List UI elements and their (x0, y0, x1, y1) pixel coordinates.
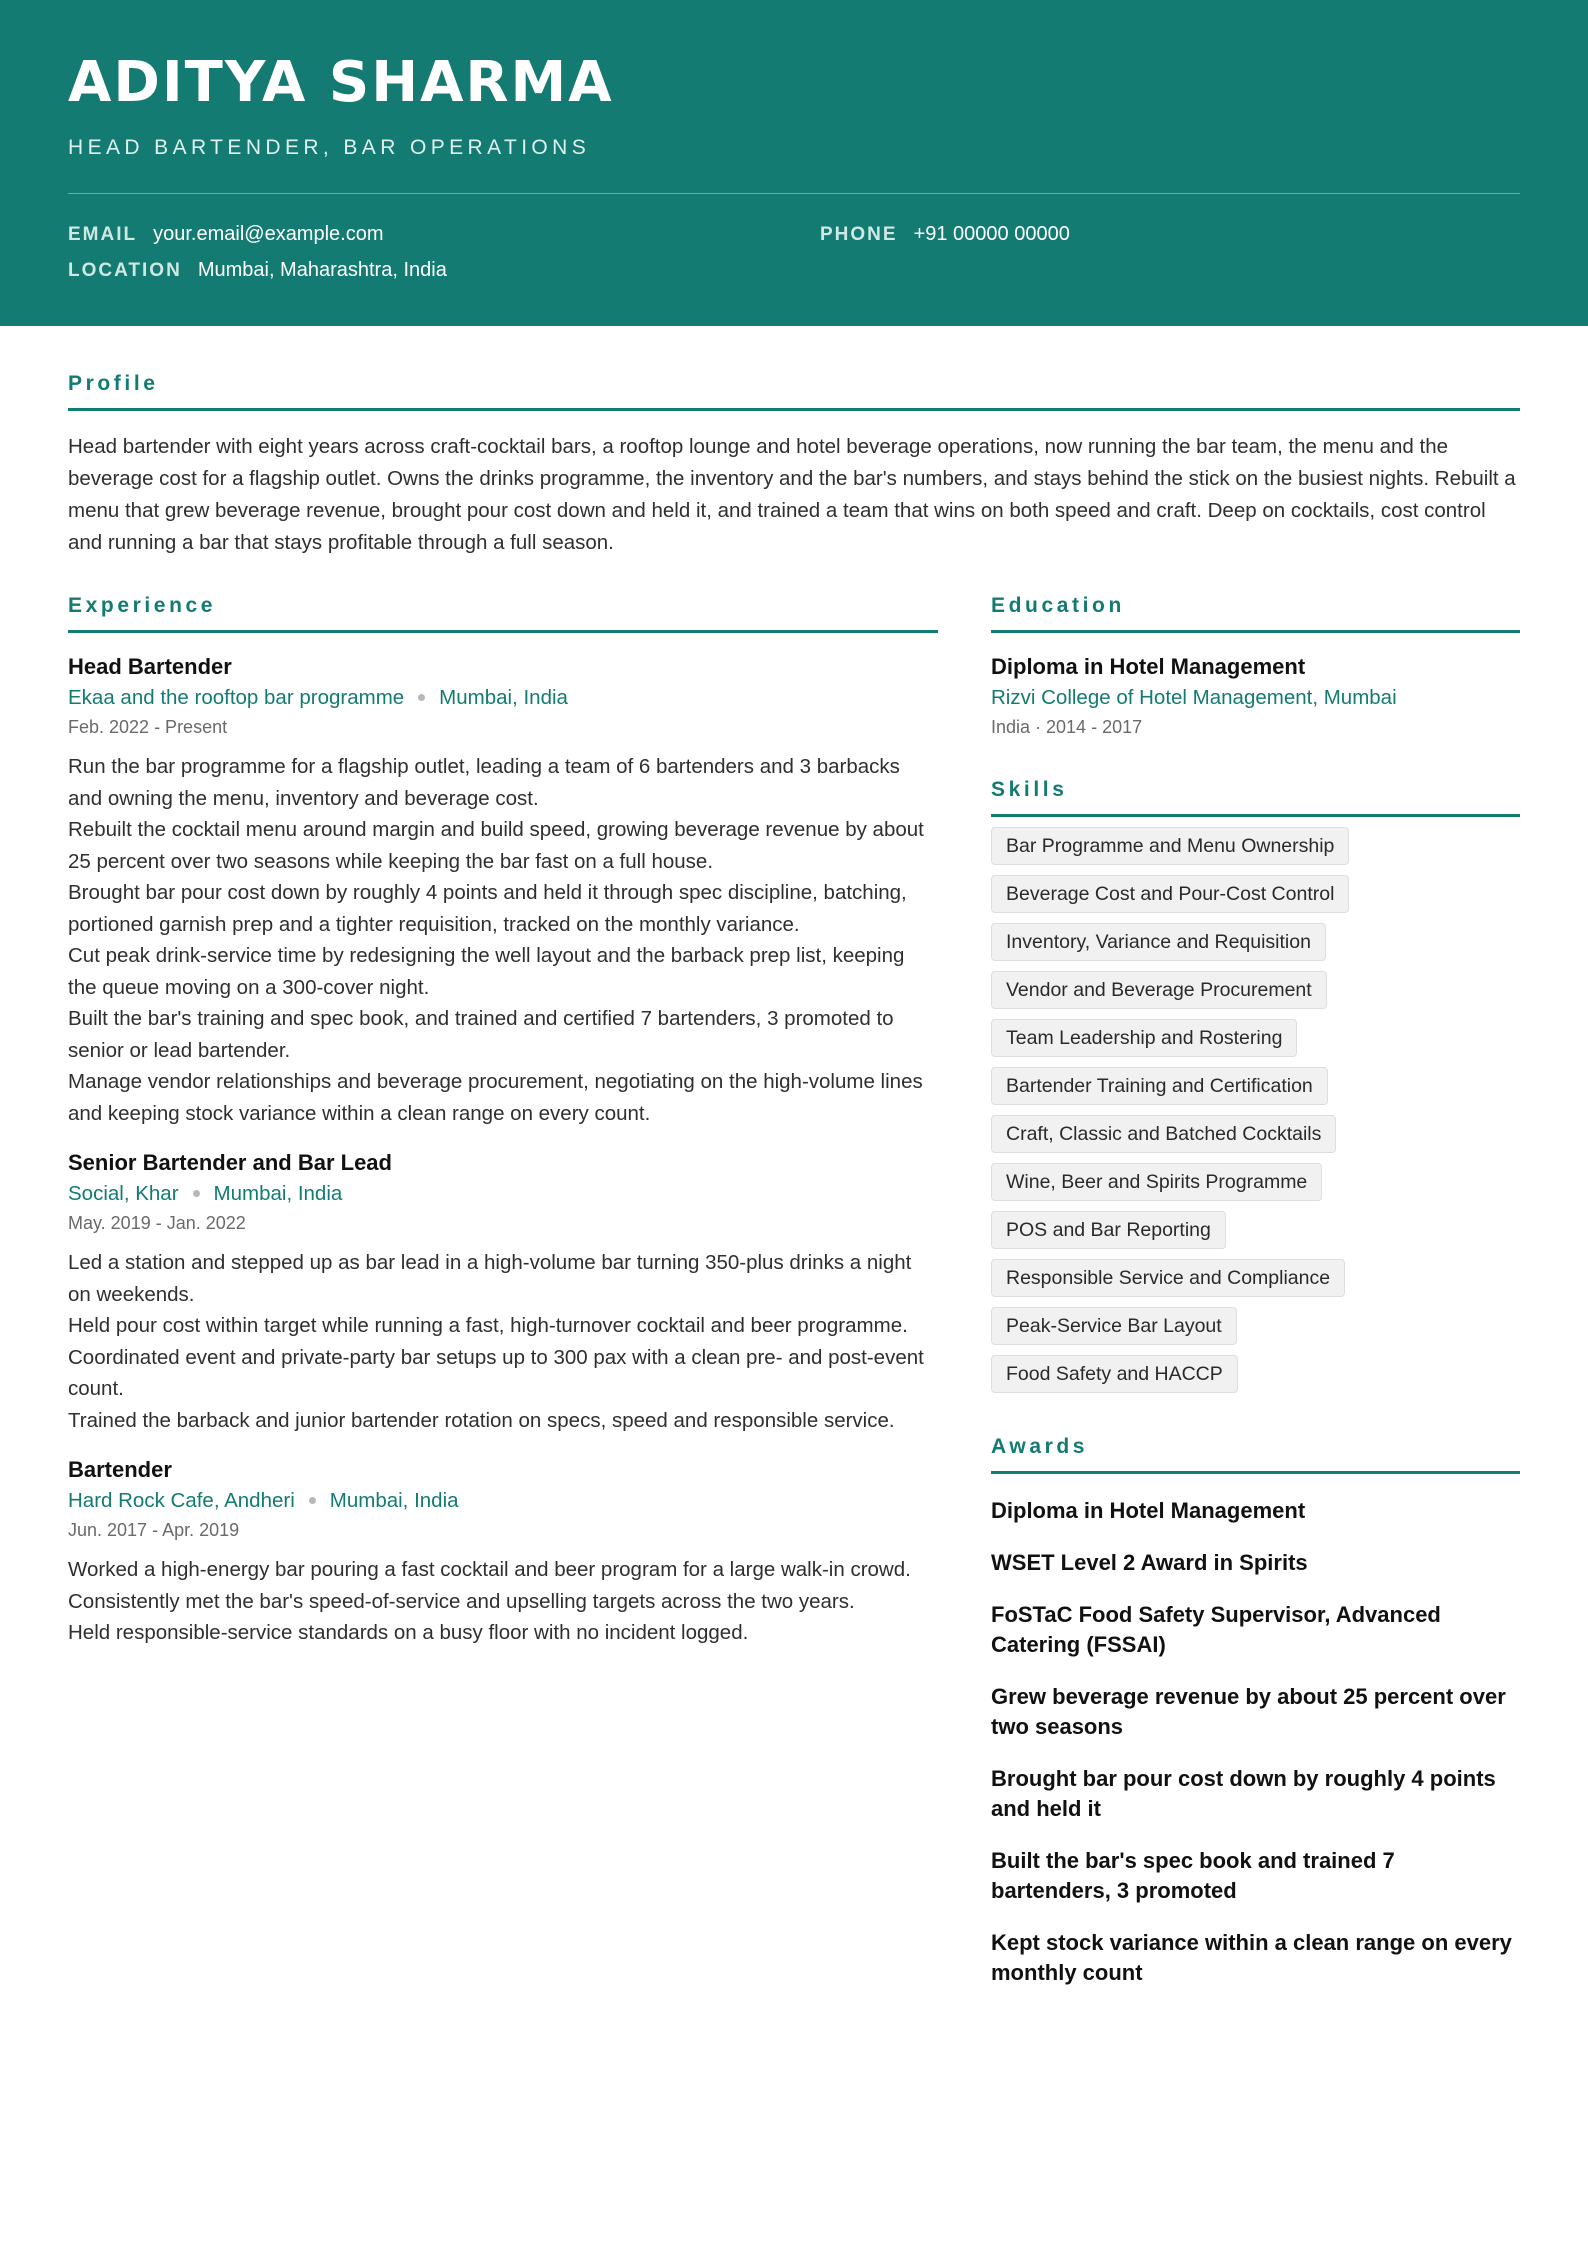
profile-section (68, 372, 1520, 559)
job-bullet: Run the bar programme for a flagship outlet, leading a team of 6 bartenders and 3 barbacks and owning the menu, inventory and beverage cost. (68, 755, 900, 810)
contact-email (68, 222, 384, 247)
job-bullet: Consistently met the bar's speed-of-service and upselling targets across the two years. (68, 1589, 855, 1613)
skill-chip: Bartender Training and Certification (991, 1067, 1328, 1105)
job-bullet: Held pour cost within target while running a fast, high-turnover cocktail and beer programme. (68, 1314, 908, 1337)
job-bullet: Coordinated event and private-party bar setups up to 300 pax with a clean pre- and post-event count. (68, 1345, 924, 1400)
award-item: FoSTaC Food Safety Supervisor, Advanced Catering (FSSAI) (991, 1602, 1441, 1657)
job-bullet: Trained the barback and junior bartender rotation on specs, speed and responsible service. (68, 1408, 895, 1432)
email-value: your.email@example.com (153, 223, 384, 245)
resume-header (0, 0, 1588, 326)
award-item: Built the bar's spec book and trained 7 bartenders, 3 promoted (991, 1848, 1395, 1903)
skill-chip: POS and Bar Reporting (991, 1211, 1226, 1249)
education-section (991, 594, 1520, 739)
award-item: Diploma in Hotel Management (991, 1498, 1306, 1523)
location-value: Mumbai, Maharashtra, India (197, 259, 447, 281)
job-title: Bartender (68, 1457, 172, 1482)
experience-heading: Experience (68, 594, 938, 633)
employer-name: Social, Khar (68, 1182, 179, 1205)
separator-dot (193, 1190, 200, 1197)
sidebar-column (991, 594, 1520, 1988)
location-label: LOCATION (68, 260, 182, 281)
job-employer (68, 683, 938, 713)
education-meta: India · 2014 - 2017 (991, 717, 1143, 737)
school-name: Rizvi College of Hotel Management, Mumbai (991, 686, 1397, 709)
job-title: Head Bartender (68, 654, 232, 679)
job-employer (68, 1486, 938, 1516)
job-entry (68, 1149, 938, 1436)
degree-title: Diploma in Hotel Management (991, 654, 1306, 679)
job-bullets (68, 1554, 938, 1649)
employer-name: Ekaa and the rooftop bar programme (68, 686, 405, 709)
awards-heading: Awards (991, 1435, 1520, 1474)
email-label: EMAIL (68, 224, 138, 245)
job-bullet: Led a station and stepped up as bar lead in a high-volume bar turning 350-plus drinks a night on weekends. (68, 1251, 912, 1306)
skill-chip: Wine, Beer and Spirits Programme (991, 1163, 1322, 1201)
job-bullet: Held responsible-service standards on a busy floor with no incident logged. (68, 1621, 749, 1644)
skill-chip: Team Leadership and Rostering (991, 1019, 1297, 1057)
job-bullet: Rebuilt the cocktail menu around margin and build speed, growing beverage revenue by about 25 percent over two seasons while keeping the bar fast on a full house. (68, 818, 924, 873)
employer-location: Mumbai, India (329, 1489, 459, 1512)
job-dates: Jun. 2017 - Apr. 2019 (68, 1520, 240, 1540)
phone-value: +91 00000 00000 (913, 223, 1070, 245)
separator-dot (418, 694, 425, 701)
job-bullets (68, 1247, 938, 1436)
skill-chip: Peak-Service Bar Layout (991, 1307, 1237, 1345)
job-bullet: Cut peak drink-service time by redesigning the well layout and the barback prep list, keeping the queue moving on a 300-cover night. (68, 944, 905, 999)
skill-chip: Craft, Classic and Batched Cocktails (991, 1115, 1336, 1153)
job-entry (68, 653, 938, 1129)
skills-list (991, 827, 1520, 1393)
award-item: Grew beverage revenue by about 25 percent over two seasons (991, 1684, 1506, 1739)
award-item: WSET Level 2 Award in Spirits (991, 1550, 1308, 1575)
candidate-role: HEAD BARTENDER, BAR OPERATIONS (68, 136, 591, 159)
employer-location: Mumbai, India (213, 1182, 343, 1205)
awards-section (991, 1435, 1520, 1988)
employer-name: Hard Rock Cafe, Andheri (68, 1489, 295, 1512)
award-item: Kept stock variance within a clean range on every monthly count (991, 1930, 1512, 1985)
skill-chip: Beverage Cost and Pour-Cost Control (991, 875, 1349, 913)
award-item: Brought bar pour cost down by roughly 4 points and held it (991, 1766, 1496, 1821)
skills-heading: Skills (991, 778, 1520, 817)
job-bullet: Manage vendor relationships and beverage procurement, negotiating on the high-volume lines and keeping stock variance within a clean range on every count. (68, 1070, 923, 1125)
contact-info (68, 194, 1520, 284)
education-heading: Education (991, 594, 1520, 633)
job-bullet: Brought bar pour cost down by roughly 4 points and held it through spec discipline, batching, portioned garnish prep and a tighter requisition, tracked on the monthly variance. (68, 881, 907, 936)
job-title: Senior Bartender and Bar Lead (68, 1150, 392, 1175)
profile-heading: Profile (68, 372, 1520, 411)
job-dates: Feb. 2022 - Present (68, 717, 228, 737)
skill-chip: Food Safety and HACCP (991, 1355, 1238, 1393)
job-dates: May. 2019 - Jan. 2022 (68, 1213, 246, 1233)
job-bullet: Built the bar's training and spec book, and trained and certified 7 bartenders, 3 promoted to senior or lead bartender. (68, 1007, 894, 1062)
skill-chip: Vendor and Beverage Procurement (991, 971, 1327, 1009)
skill-chip: Responsible Service and Compliance (991, 1259, 1345, 1297)
skill-chip: Bar Programme and Menu Ownership (991, 827, 1349, 865)
job-bullets (68, 751, 938, 1129)
profile-text: Head bartender with eight years across craft-cocktail bars, a rooftop lounge and hotel beverage operations, now running the bar team, the menu and the beverage cost for a flagship outlet. Owns the drinks programme, the inventory and the bar's numbers, and stays behind the stick on the busiest nights. Rebuilt a menu that grew beverage revenue, brought pour cost down and held it, and trained a team that wins on both speed and craft. Deep on cocktails, cost control and running a bar that stays profitable through a full season. (68, 435, 1516, 554)
employer-location: Mumbai, India (439, 686, 568, 709)
experience-section (68, 594, 938, 1649)
job-entry (68, 1456, 938, 1649)
skills-section (991, 778, 1520, 1393)
skill-chip: Inventory, Variance and Requisition (991, 923, 1326, 961)
contact-phone (820, 222, 1070, 247)
job-bullet: Worked a high-energy bar pouring a fast cocktail and beer program for a large walk-in crowd. (68, 1558, 911, 1581)
candidate-name: ADITYA SHARMA (68, 50, 614, 115)
separator-dot (309, 1497, 316, 1504)
phone-label: PHONE (820, 224, 898, 245)
job-employer (68, 1179, 938, 1209)
education-entry (991, 653, 1520, 739)
contact-location (68, 258, 447, 283)
